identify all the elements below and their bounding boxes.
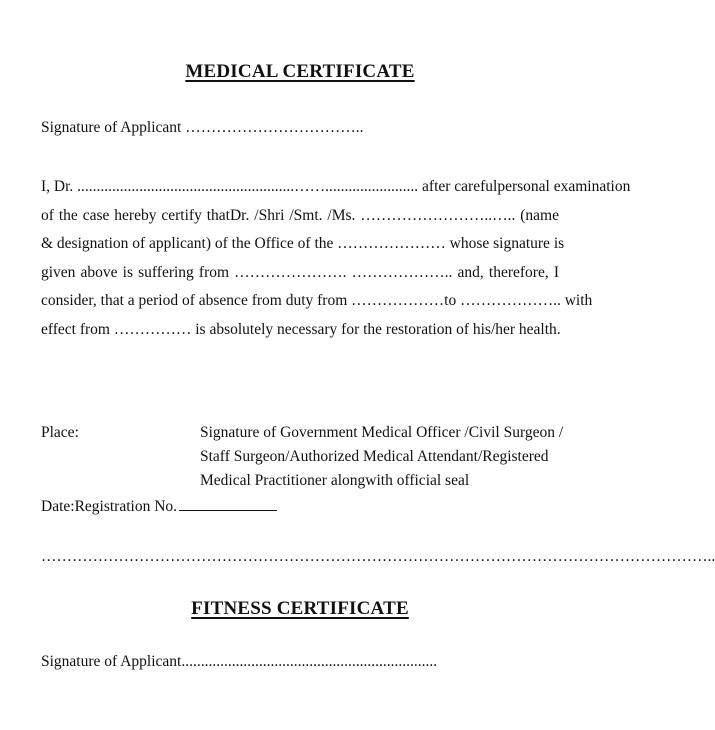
fitness-certificate-title: FITNESS CERTIFICATE — [191, 598, 409, 619]
paragraph-line: given above is suffering from …………………. ……………….. and, therefore, I — [41, 263, 559, 281]
dotted-separator: ………………………………………………………………………………………………………………….. — [41, 548, 715, 565]
fitness-applicant-signature-line: Signature of Applicant.................................................................. — [41, 653, 438, 670]
paragraph-line: effect from …………… is absolutely necessary for the restoration of his/her health. — [41, 320, 561, 338]
date-registration-row — [41, 497, 277, 516]
date-registration-label: Date:Registration No. — [41, 498, 178, 515]
paragraph-line: I, Dr. ........................................................……........................ after carefulpersonal examination — [41, 178, 631, 195]
place-label: Place: — [41, 424, 79, 441]
registration-number-blank — [179, 497, 277, 511]
paragraph-line: consider, that a period of absence from duty from ………………to ……………….. with — [41, 292, 593, 309]
officer-signature-line: Staff Surgeon/Authorized Medical Attendant/Registered — [200, 448, 549, 465]
paragraph-line: & designation of applicant) of the Office of the ………………… whose signature is — [41, 235, 565, 252]
certification-paragraph — [41, 173, 631, 344]
paragraph-line: of the case hereby certify thatDr. /Shri /Smt. /Ms. ……………………..….. (name — [41, 206, 559, 224]
applicant-signature-line: Signature of Applicant …………………………….. — [41, 119, 364, 136]
medical-certificate-title: MEDICAL CERTIFICATE — [185, 61, 415, 82]
officer-signature-block — [200, 421, 563, 493]
officer-signature-line: Signature of Government Medical Officer /Civil Surgeon / — [200, 424, 564, 441]
officer-signature-line: Medical Practitioner alongwith official seal — [200, 472, 470, 489]
